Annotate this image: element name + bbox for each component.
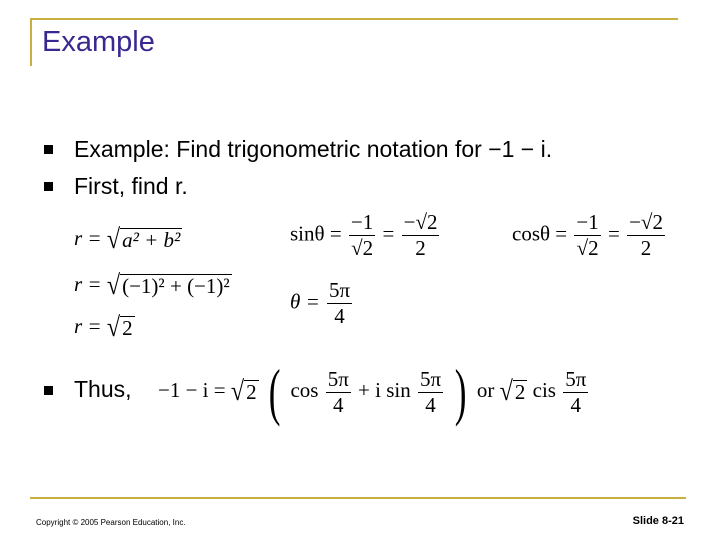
footer-rule: [30, 497, 686, 499]
footer-copyright: Copyright © 2005 Pearson Education, Inc.: [36, 518, 186, 527]
sin-theta-equation: sinθ = $\frac{-1}{√2}$ = $\frac{-√2}{2}$: [290, 210, 438, 260]
bullet-text-1: Example: Find trigonometric notation for −1 − i.: [74, 136, 553, 162]
bullet-text-2: First, find r.: [74, 173, 188, 199]
bullet-text-3: Thus,: [74, 376, 132, 402]
theta-equation: θ = $\frac{5\pi}{4}$: [290, 278, 351, 328]
r-equation-1: r = √ a² + b²: [74, 223, 181, 256]
title-frame-left: [30, 18, 32, 66]
slide-title: Example: [42, 26, 155, 58]
r-equation-2: r = √ (−1)² + (−1)²: [74, 269, 230, 302]
bullet-square-icon: [44, 182, 53, 191]
title-frame-top: [30, 18, 678, 20]
left-paren-icon: (: [268, 356, 281, 427]
bullet-square-icon: [44, 386, 53, 395]
right-paren-icon: ): [455, 356, 467, 427]
r-equation-3: r = √ 2: [74, 311, 133, 344]
final-equation: −1 − i = √ 2 ( cos $\frac{5\pi}{4}$ + i sin $\frac{5\pi}{4}$ ) or √ 2 cis $\frac{5\pi}{4}$: [158, 356, 587, 427]
cos-theta-equation: cosθ = $\frac{-1}{√2}$ = $\frac{-√2}{2}$: [512, 210, 663, 260]
bullet-square-icon: [44, 145, 53, 154]
footer-slide-number: Slide 8-21: [632, 515, 684, 527]
